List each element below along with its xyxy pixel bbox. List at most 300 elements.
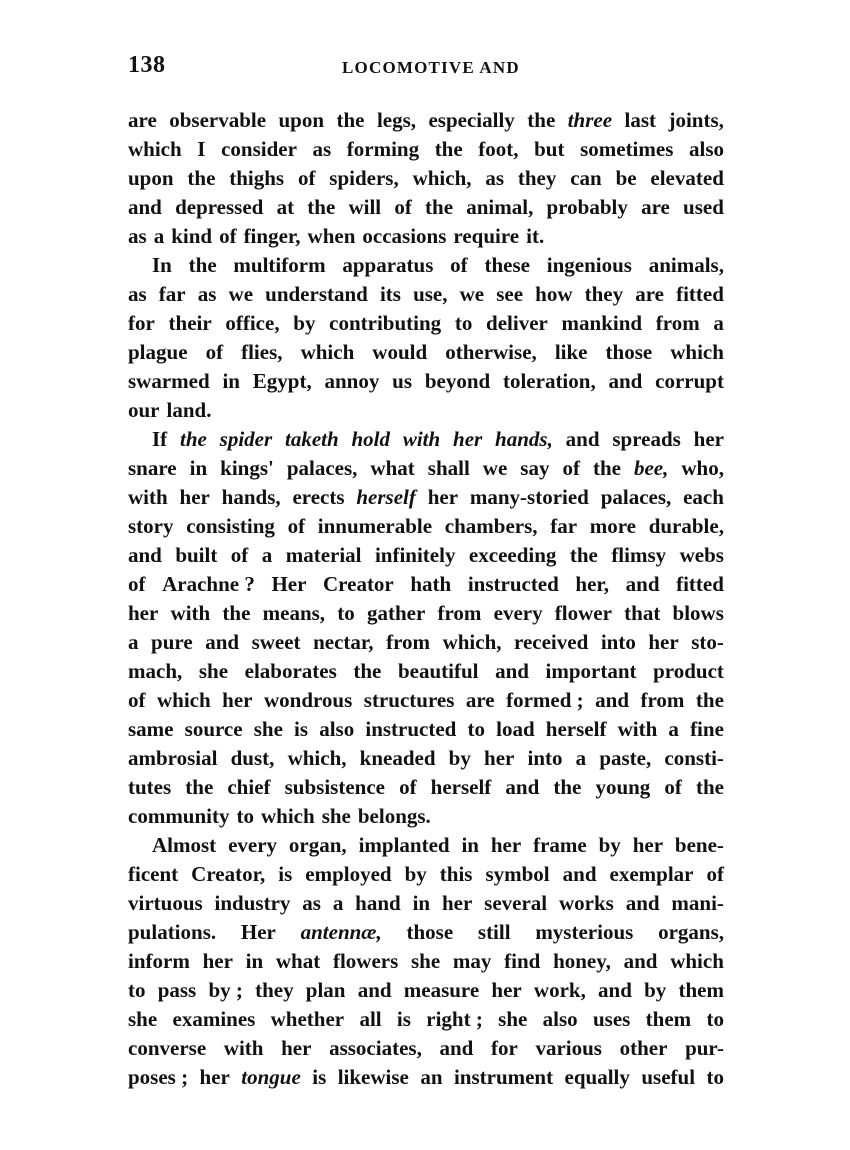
word: and [439, 1036, 474, 1060]
word: Her [240, 920, 276, 944]
word: a [261, 543, 273, 567]
word: and [595, 688, 630, 712]
text-line [128, 309, 724, 338]
word: If [152, 427, 168, 451]
text-line [128, 193, 724, 222]
word: depressed [175, 195, 264, 219]
word: by [598, 833, 621, 857]
word: we [228, 282, 254, 306]
body-text [128, 106, 724, 1092]
word: finger, [243, 224, 301, 248]
word: her [484, 746, 515, 770]
word: herself [545, 717, 607, 741]
word: from [640, 688, 685, 712]
word: how [535, 282, 573, 306]
word: shall [427, 456, 470, 480]
word: her [199, 1065, 230, 1089]
word: a [575, 746, 587, 770]
word: her, [575, 572, 610, 596]
word: will [348, 195, 382, 219]
word: the [696, 775, 724, 799]
word: still [477, 920, 511, 944]
word: in [461, 833, 479, 857]
word: she [498, 1007, 528, 1031]
word: exemplar [609, 862, 694, 886]
word: of [664, 775, 682, 799]
running-head: LOCOMOTIVE AND [342, 58, 520, 77]
word: to [706, 1007, 724, 1031]
word: kind [171, 224, 213, 248]
word: the [353, 659, 382, 683]
word: by [293, 311, 316, 335]
word: palaces, [286, 456, 358, 480]
word: of [219, 224, 237, 248]
word: consisting [186, 514, 275, 538]
word: Creator [323, 572, 394, 596]
word: to [128, 978, 146, 1002]
page-header [128, 52, 724, 92]
word: contributing [329, 311, 442, 335]
text-line [128, 628, 724, 657]
word: at [276, 195, 295, 219]
word: especially [428, 108, 515, 132]
word: useful [641, 1065, 696, 1089]
word: is [312, 1065, 327, 1089]
word: community [128, 804, 230, 828]
word: converse [128, 1036, 207, 1060]
word: to [337, 601, 355, 625]
word: can [570, 166, 602, 190]
word: spreads [612, 427, 681, 451]
italic-word: antennæ, [300, 920, 382, 944]
word: of [399, 775, 417, 799]
word: bene- [674, 833, 724, 857]
word: mankind [561, 311, 643, 335]
word: which, [287, 746, 347, 770]
word: and [625, 572, 660, 596]
word: works [558, 891, 614, 915]
word: which, [412, 166, 472, 190]
word: are [465, 688, 495, 712]
word: ambrosial [128, 746, 218, 770]
word: webs [679, 543, 724, 567]
word: chambers, [444, 514, 538, 538]
word: Egypt, [252, 369, 312, 393]
word: innumerable [317, 514, 433, 538]
word: into [527, 746, 563, 770]
word: her [202, 949, 233, 973]
word: with [617, 717, 658, 741]
word: far [158, 282, 186, 306]
word: formed ; [506, 688, 584, 712]
word: her [648, 630, 679, 654]
word: snare [128, 456, 177, 480]
word: which [156, 688, 211, 712]
word: means, [262, 601, 326, 625]
word: material [285, 543, 362, 567]
word: of [128, 688, 146, 712]
word: hand [355, 891, 401, 915]
word: apparatus [342, 253, 434, 277]
word: deliver [486, 311, 548, 335]
text-line [128, 1005, 724, 1034]
word: see [496, 282, 524, 306]
word: which [128, 137, 182, 161]
word: Creator, [191, 862, 266, 886]
word: use, [413, 282, 448, 306]
word: swarmed [128, 369, 210, 393]
italic-word: tongue [241, 1065, 301, 1089]
word: as [485, 166, 505, 190]
italic-word: hold [351, 427, 391, 451]
word: beautiful [397, 659, 479, 683]
word: pass [157, 978, 197, 1002]
word: land. [166, 398, 212, 422]
word: which, [442, 630, 502, 654]
word: kneaded [359, 746, 436, 770]
word: are [128, 108, 157, 132]
word: other [619, 1036, 668, 1060]
word: hands, [221, 485, 281, 509]
word: in [412, 891, 431, 915]
word: her [693, 427, 724, 451]
word: them [678, 978, 724, 1002]
text-line [128, 947, 724, 976]
text-line [128, 773, 724, 802]
word: annoy [324, 369, 380, 393]
text-line [128, 686, 724, 715]
word: and [562, 862, 597, 886]
word: instructed [365, 717, 457, 741]
word: honey, [553, 949, 611, 973]
word: gather [366, 601, 426, 625]
word: as [312, 137, 332, 161]
word: story [128, 514, 174, 538]
word: thighs [229, 166, 285, 190]
italic-word: three [567, 108, 613, 132]
word: flowers [332, 949, 399, 973]
word: a [128, 630, 139, 654]
word: they [255, 978, 294, 1002]
italic-word: taketh [285, 427, 339, 451]
text-line [128, 802, 724, 831]
word: elevated [650, 166, 724, 190]
word: foot, [478, 137, 519, 161]
word: the [336, 108, 365, 132]
word: instrument [453, 1065, 554, 1089]
word: paste, [599, 746, 652, 770]
word: this [439, 862, 473, 886]
word: uses [592, 1007, 631, 1031]
word: I [197, 137, 206, 161]
word: to [454, 311, 473, 335]
word: their [168, 311, 212, 335]
word: joints, [668, 108, 724, 132]
italic-word: hands, [495, 427, 553, 451]
word: all [359, 1007, 382, 1031]
text-line [128, 1034, 724, 1063]
word: many-storied [469, 485, 589, 509]
italic-word: spider [219, 427, 273, 451]
word: various [535, 1036, 602, 1060]
word: young [595, 775, 651, 799]
word: the [188, 253, 217, 277]
word: into [600, 630, 636, 654]
word: every [493, 601, 543, 625]
word: what [275, 949, 321, 973]
word: of [205, 340, 224, 364]
word: mysterious [535, 920, 634, 944]
word: as [128, 224, 147, 248]
word: of [450, 253, 468, 277]
word: observable [169, 108, 267, 132]
word: wondrous [263, 688, 353, 712]
word: and [495, 659, 529, 683]
word: exceeding [468, 543, 557, 567]
word: each [683, 485, 724, 509]
word: they [584, 282, 624, 306]
text-line [128, 657, 724, 686]
word: is [278, 862, 293, 886]
word: with [223, 1036, 264, 1060]
text-line [128, 599, 724, 628]
italic-word: the [180, 427, 207, 451]
word: also [542, 1007, 578, 1031]
word: and [505, 775, 540, 799]
word: would [372, 340, 428, 364]
word: pulations. [128, 920, 217, 944]
text-line [128, 744, 724, 773]
text-line [128, 425, 724, 454]
word: every [228, 833, 278, 857]
word: whether [270, 1007, 345, 1031]
word: in [189, 456, 208, 480]
word: her [281, 1036, 312, 1060]
word: organ, [288, 833, 347, 857]
word: subsistence [284, 775, 385, 799]
word: several [484, 891, 548, 915]
word: probably [546, 195, 628, 219]
word: the [569, 543, 598, 567]
word: herself [430, 775, 492, 799]
word: organs, [658, 920, 724, 944]
word: of [706, 862, 724, 886]
word: its [379, 282, 401, 306]
word: the [425, 195, 454, 219]
word: the [695, 688, 724, 712]
word: pur- [685, 1036, 724, 1060]
word: as [128, 282, 147, 306]
word: an [420, 1065, 443, 1089]
word: and [128, 195, 162, 219]
word: when [307, 224, 356, 248]
word: industry [214, 891, 291, 915]
word: far [550, 514, 578, 538]
word: which [670, 340, 724, 364]
text-line [128, 715, 724, 744]
word: symbol [485, 862, 550, 886]
italic-word: bee, [633, 456, 669, 480]
word: blows [672, 601, 724, 625]
word: instructed [467, 572, 559, 596]
word: by [644, 978, 667, 1002]
word: in [245, 949, 264, 973]
word: durable, [648, 514, 724, 538]
word: frame [533, 833, 587, 857]
word: the [307, 195, 336, 219]
word: of [128, 572, 146, 596]
text-line [128, 280, 724, 309]
word: may [452, 949, 492, 973]
word: of [230, 543, 249, 567]
word: legs, [376, 108, 417, 132]
word: she [321, 804, 351, 828]
word: last [624, 108, 656, 132]
word: pure [151, 630, 193, 654]
word: as [197, 282, 217, 306]
word: like [554, 340, 588, 364]
word: her [490, 833, 522, 857]
word: infinitely [374, 543, 456, 567]
word: as [302, 891, 321, 915]
word: likewise [337, 1065, 409, 1089]
word: sometimes [580, 137, 674, 161]
word: toleration, [502, 369, 596, 393]
word: hath [410, 572, 452, 596]
word: a [153, 224, 165, 248]
word: built [175, 543, 218, 567]
word: of [287, 514, 306, 538]
word: also [319, 717, 355, 741]
word: it. [526, 224, 545, 248]
word: corrupt [655, 369, 724, 393]
word: also [688, 137, 724, 161]
word: animals, [648, 253, 724, 277]
word: we [482, 456, 508, 480]
word: occasions [362, 224, 447, 248]
word: flower [554, 601, 612, 625]
word: what [370, 456, 415, 480]
word: her [491, 978, 522, 1002]
word: of [562, 456, 580, 480]
text-line [128, 338, 724, 367]
word: and [357, 978, 392, 1002]
word: measure [403, 978, 480, 1002]
text-line [128, 831, 724, 860]
word: of [297, 166, 316, 190]
text-line [128, 251, 724, 280]
text-line [128, 860, 724, 889]
word: upon [128, 166, 174, 190]
text-line [128, 512, 724, 541]
word: flies, [241, 340, 283, 364]
word: equally [564, 1065, 630, 1089]
word: fitted [676, 572, 724, 596]
text-line [128, 570, 724, 599]
italic-word: herself [356, 485, 416, 509]
word: flimsy [611, 543, 667, 567]
word: by [448, 746, 471, 770]
italic-word: with [402, 427, 441, 451]
word: the [185, 775, 214, 799]
word: are [635, 282, 664, 306]
word: belongs. [357, 804, 431, 828]
word: she [411, 949, 441, 973]
word: those [406, 920, 454, 944]
word: we [459, 282, 485, 306]
word: she [198, 659, 229, 683]
word: to [467, 717, 485, 741]
word: Almost [152, 833, 217, 857]
word: by ; [208, 978, 243, 1002]
word: mani- [671, 891, 724, 915]
word: which [261, 804, 315, 828]
word: animal, [466, 195, 534, 219]
word: palaces, [600, 485, 672, 509]
word: source [184, 717, 243, 741]
word: office, [225, 311, 280, 335]
word: be [615, 166, 637, 190]
word: Her [271, 572, 307, 596]
word: from [386, 630, 431, 654]
word: poses ; [128, 1065, 189, 1089]
word: the [527, 108, 556, 132]
word: and [625, 891, 660, 915]
text-line [128, 454, 724, 483]
word: tutes [128, 775, 172, 799]
word: she [253, 717, 283, 741]
word: a [668, 717, 679, 741]
text-line [128, 483, 724, 512]
word: and [565, 427, 600, 451]
word: for [490, 1036, 518, 1060]
word: erects [292, 485, 345, 509]
word: with [170, 601, 211, 625]
text-line [128, 222, 724, 251]
word: load [496, 717, 535, 741]
word: require [453, 224, 520, 248]
word: is [294, 717, 309, 741]
word: they [517, 166, 557, 190]
word: elaborates [244, 659, 337, 683]
word: understand [265, 282, 368, 306]
word: dust, [230, 746, 275, 770]
word: for [128, 311, 155, 335]
word: examines [172, 1007, 256, 1031]
word: product [653, 659, 724, 683]
word: to [706, 1065, 724, 1089]
text-line [128, 889, 724, 918]
word: but [534, 137, 565, 161]
word: implanted [358, 833, 450, 857]
word: with [128, 485, 168, 509]
word: upon [278, 108, 325, 132]
word: consti- [664, 746, 724, 770]
word: and [128, 543, 162, 567]
word: multiform [233, 253, 326, 277]
word: work, [533, 978, 586, 1002]
word: beyond [424, 369, 491, 393]
word: which [300, 340, 355, 364]
word: and [598, 978, 632, 1002]
word: received [514, 630, 589, 654]
text-line [128, 164, 724, 193]
word: In [152, 253, 172, 277]
word: right ; [426, 1007, 483, 1031]
word: that [624, 601, 661, 625]
text-line [128, 1063, 724, 1092]
word: nectar, [313, 630, 374, 654]
